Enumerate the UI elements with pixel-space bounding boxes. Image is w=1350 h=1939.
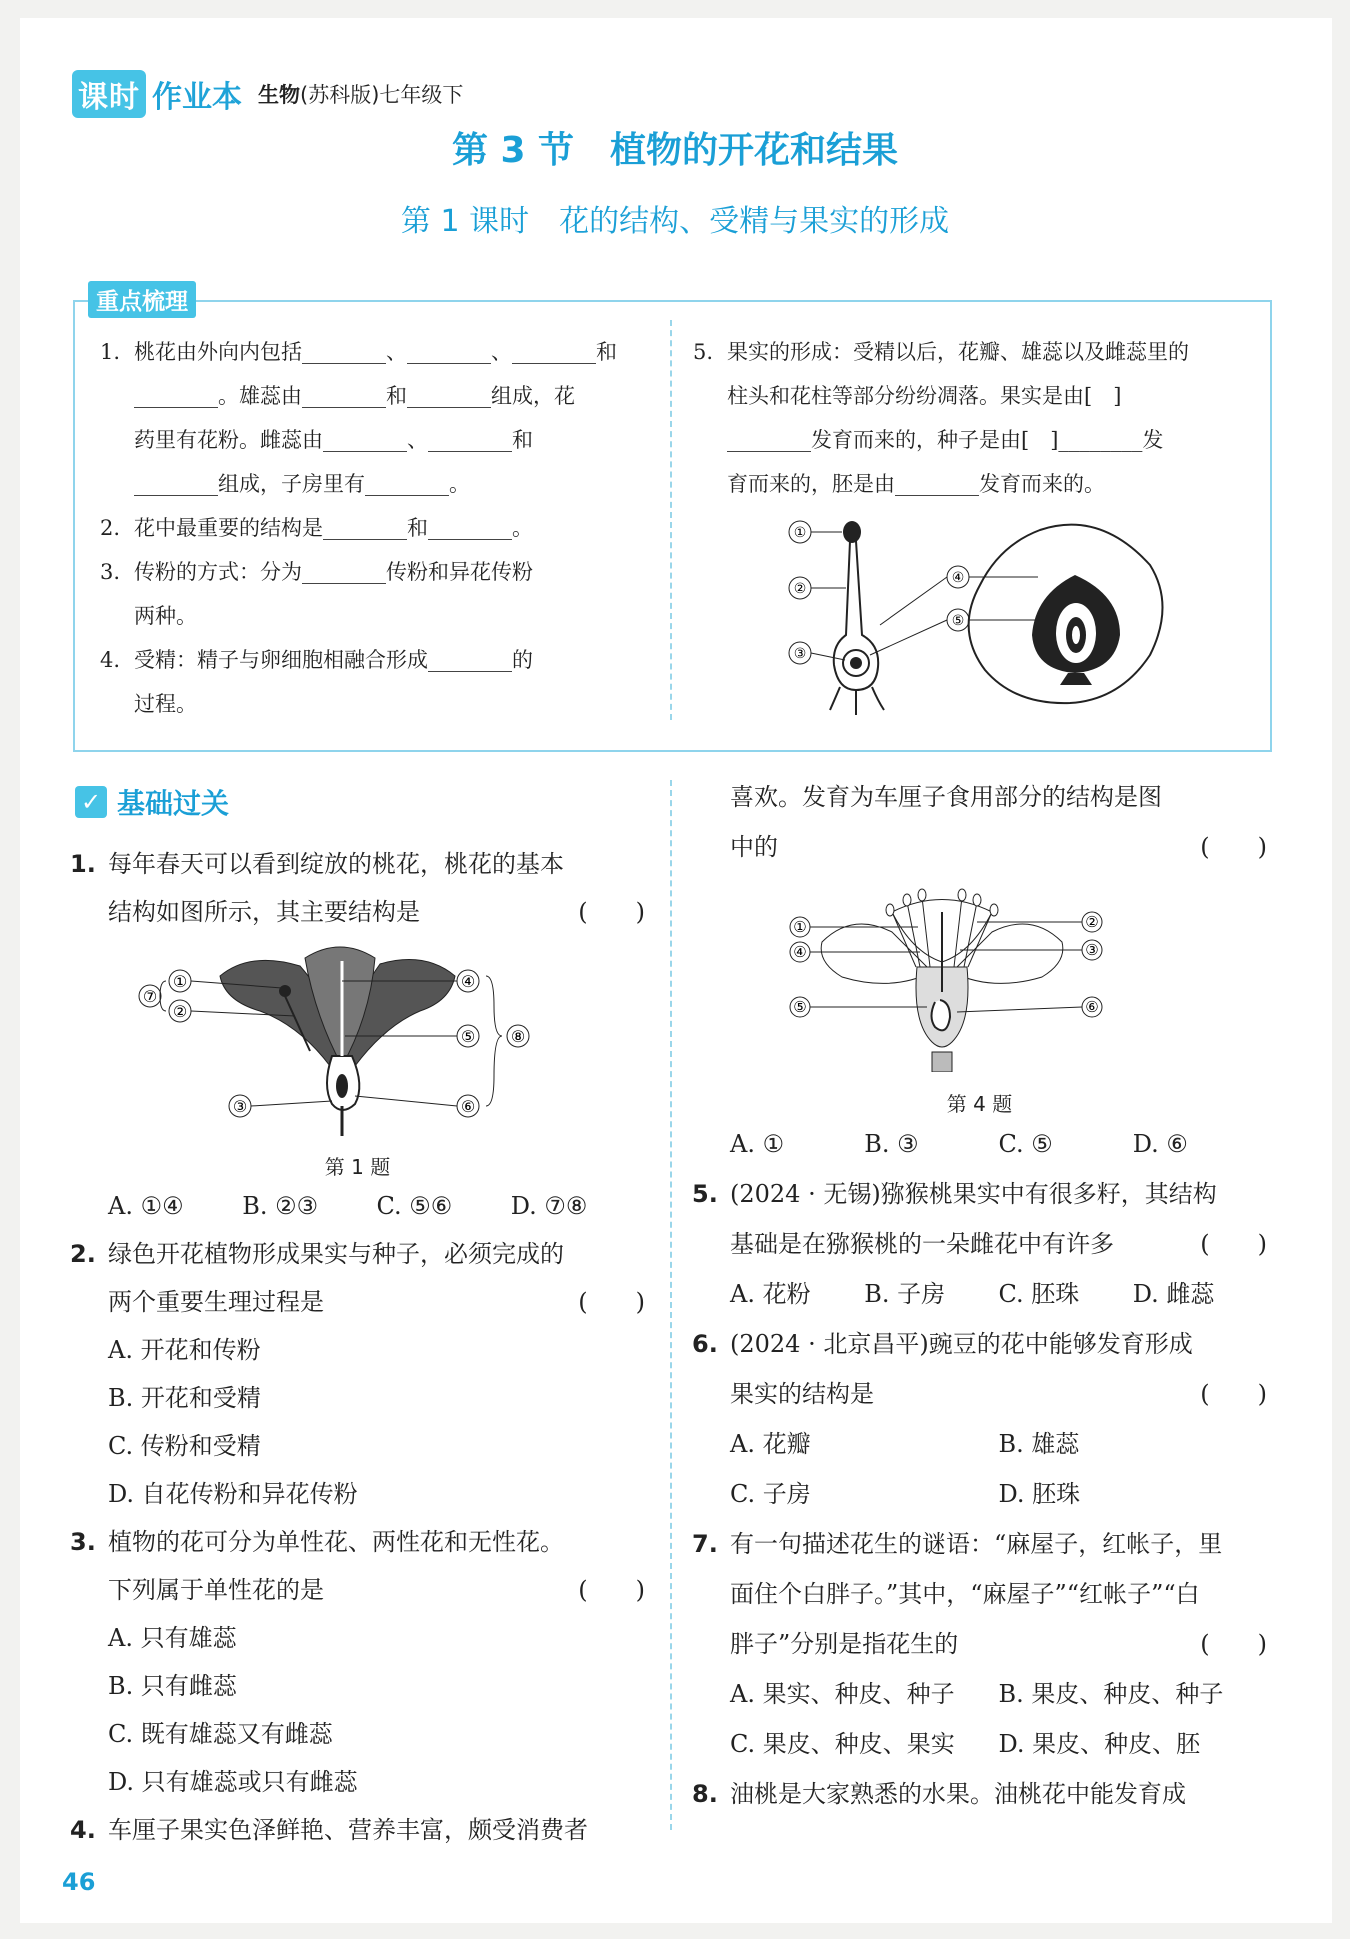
lesson-title: 第 1 课时 花的结构、受精与果实的形成 bbox=[400, 204, 950, 239]
svg-text:①: ① bbox=[793, 918, 807, 936]
svg-text:⑥: ⑥ bbox=[1085, 998, 1099, 1016]
questions-right: 喜欢。发育为车厘子食用部分的结构是图 中的 ( ) ① ④ ⑤ ② ③ ⑥ 第 4 题 A. ① B. ③ C. ⑤ D. ⑥ 5. (2024 · 无锡)猕猴桃果实中有很多籽，其结构 基础是在猕猴桃的一朵雌花中有许多 ( ) A. 花粉 B. 子房 C. 胚珠 D. 雌蕊 6. (2024 · 北京昌平)豌豆的花中能够发育形成 果实的结构是 ( ) A. 花瓣 B. 雄蕊 C. 子房 D. 胚珠 7. 有一句描述花生的谜语：“麻屋子，红帐子，里 面住个白胖子。”其中，“麻屋子”“红帐子”“白 胖子”分别是指花生的 ( ) A. 果实、种皮、种子 B. 果皮、种皮、种子 C. 果皮、种皮、果实 D. 果皮、种皮、胚 8. 油桃是大家熟悉的水果。油桃花中能发育成 bbox=[692, 783, 1267, 1808]
edition: (苏科版)七年级下 bbox=[300, 83, 464, 107]
svg-text:⑤: ⑤ bbox=[951, 613, 965, 629]
svg-text:⑦: ⑦ bbox=[142, 987, 158, 1006]
svg-text:①: ① bbox=[172, 972, 188, 991]
page-number: 46 bbox=[62, 1868, 96, 1896]
q1-flower-figure: ⑦ ① ② ③ ④ ⑤ ⑥ ⑧ 第 1 题 bbox=[70, 936, 645, 1182]
svg-text:④: ④ bbox=[951, 570, 965, 586]
svg-text:③: ③ bbox=[793, 646, 807, 662]
svg-text:⑥: ⑥ bbox=[460, 1097, 476, 1116]
svg-text:①: ① bbox=[793, 525, 807, 541]
checkbox-icon: ✓ bbox=[75, 786, 107, 818]
subject: 生物 bbox=[258, 83, 300, 107]
svg-text:②: ② bbox=[1085, 913, 1099, 931]
svg-text:③: ③ bbox=[1085, 941, 1099, 959]
column-divider bbox=[670, 780, 672, 1830]
fertilization-figure bbox=[780, 505, 1200, 715]
key-points-right: 5. 果实的形成：受精以后，花瓣、雄蕊以及雌蕊里的 柱头和花柱等部分纷纷凋落。果实是由[ ] ________发育而来的，种子是由[ ]________发 育而来的，胚是由________发育而来的。 bbox=[693, 340, 1189, 496]
key-points-tag: 重点梳理 bbox=[88, 281, 196, 318]
section-title: 第 3 节 植物的开花和结果 bbox=[451, 130, 899, 171]
svg-text:④: ④ bbox=[793, 943, 807, 961]
brand-name: 作业本 bbox=[152, 80, 242, 115]
svg-text:⑧: ⑧ bbox=[510, 1027, 526, 1046]
practice-heading: ✓ 基础过关 bbox=[75, 782, 229, 822]
divider bbox=[670, 320, 672, 720]
svg-text:③: ③ bbox=[232, 1097, 248, 1116]
key-points-left: 1. 桃花由外向内包括________、________、________和 ________。雄蕊由________和________组成，花 药里有花粉。雌蕊由________、________和 ________组成，子房里有________。 2. 花中最重要的结构是________和________。 3. 传粉的方式：分为________传粉和异花传粉 两种。 4. 受精：精子与卵细胞相融合形成________的 过程。 bbox=[100, 340, 617, 716]
svg-text:②: ② bbox=[793, 581, 807, 597]
questions-left: 1. 每年春天可以看到绽放的桃花，桃花的基本 结构如图所示，其主要结构是 ( ) ⑦ ① ② ③ ④ ⑤ ⑥ ⑧ 第 1 题 A. ①④ B. ②③ C. ⑤⑥ D. ⑦⑧ 2. 绿色开花植物形成果实与种子，必须完成的 两个重要生理过程是 ( ) A. 开花和传粉 B. 开花和受精 C. 传粉和受精 D. 自花传粉和异花传粉 3. 植物的花可分为单性花、两性花和无性花。 下列属于单性花的是 ( ) A. 只有雄蕊 B. 只有雌蕊 C. 既有雄蕊又有雌蕊 D. 只有雄蕊或只有雌蕊 4. 车厘子果实色泽鲜艳、营养丰富，颇受消费者 bbox=[70, 850, 645, 1844]
svg-text:⑤: ⑤ bbox=[460, 1027, 476, 1046]
book-header bbox=[72, 70, 463, 118]
svg-text:②: ② bbox=[172, 1002, 188, 1021]
q4-flower-figure: ① ④ ⑤ ② ③ ⑥ 第 4 题 bbox=[692, 872, 1267, 1119]
logo: 课时 bbox=[72, 70, 146, 118]
svg-text:⑤: ⑤ bbox=[793, 998, 807, 1016]
svg-text:④: ④ bbox=[460, 972, 476, 991]
